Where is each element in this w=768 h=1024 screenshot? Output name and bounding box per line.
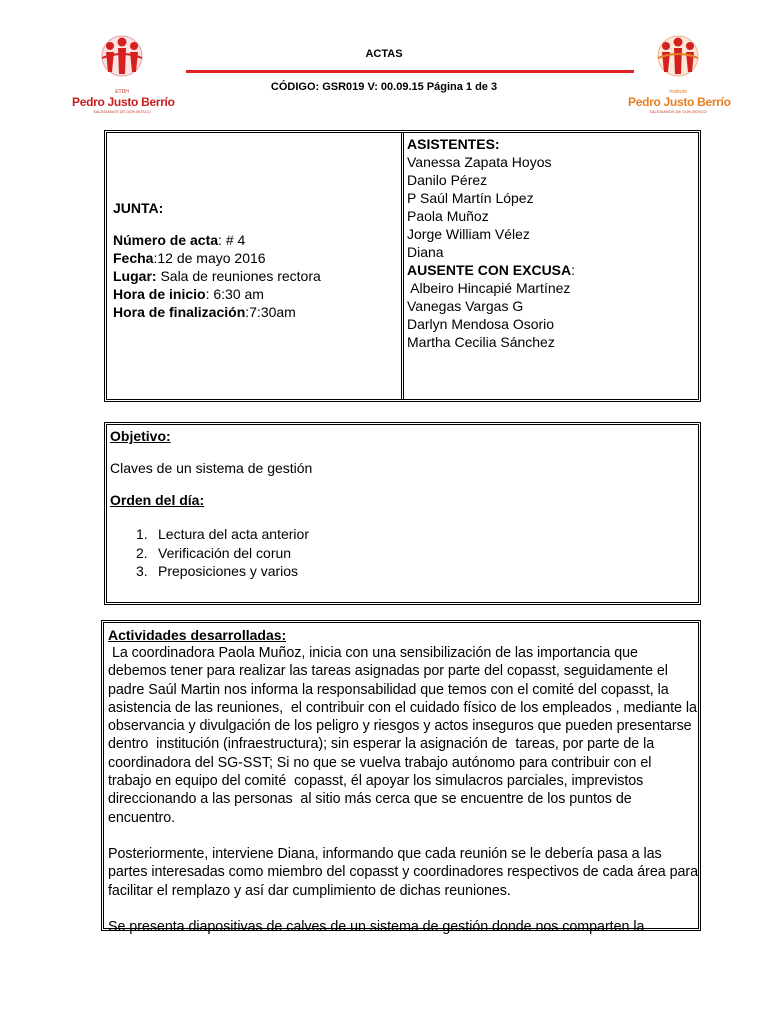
fecha-label: Fecha (113, 250, 154, 266)
objective-table (104, 422, 701, 605)
numero-acta-label: Número de acta (113, 232, 219, 248)
agenda-heading: Orden del día: (110, 492, 205, 508)
absent-name: Vanegas Vargas G (407, 298, 524, 314)
attendee-name: Vanessa Zapata Hoyos (407, 154, 552, 170)
logo-left-sub: SALESIANOS DE DON BOSCO (93, 109, 151, 114)
header-divider (186, 70, 634, 73)
numero-acta (113, 231, 399, 249)
attendees-heading: ASISTENTES: (407, 136, 500, 152)
spacer (108, 827, 698, 845)
numero-acta-value: : # 4 (218, 232, 246, 248)
document-code: CÓDIGO: GSR019 V: 00.09.15 Página 1 de 3 (270, 81, 498, 93)
objective-heading: Objetivo: (110, 428, 171, 444)
spacer (110, 445, 698, 459)
hora-inicio-label: Hora de inicio (113, 286, 206, 302)
attendee-name: Danilo Pérez (407, 172, 488, 188)
hora-inicio-value: : 6:30 am (205, 286, 264, 302)
lugar (113, 267, 399, 285)
agenda-number: 1. (136, 526, 148, 542)
agenda-text: Lectura del acta anterior (158, 526, 309, 542)
fecha (113, 249, 399, 267)
activities-heading: Actividades desarrolladas: (108, 627, 287, 643)
activities-paragraph: Posteriormente, interviene Diana, informando que cada reunión se le debería pasa a las partes interesadas como miembro del copasst y coordinadores respectivos de cada área para facilitar el remplazo y así dar cumplimiento de dichas reuniones. (108, 845, 698, 899)
agenda-text: Preposiciones y varios (158, 563, 299, 579)
lugar-value: Sala de reuniones rectora (156, 268, 321, 284)
list-item (136, 525, 698, 544)
activities-table (101, 620, 701, 935)
spacer (113, 217, 399, 231)
agenda-number: 3. (136, 563, 148, 579)
logo-left-brand: Pedro Justo Berrío (72, 95, 175, 109)
agenda-text: Verificación del corun (158, 544, 292, 561)
activities-section (108, 626, 701, 936)
objective-text: Claves de un sistema de gestión (110, 460, 313, 476)
activities-paragraph: La coordinadora Paola Muñoz, inicia con una sensibilización de las importancia que debemos tener para realizar las tareas asignadas por parte del copasst, seguidamente el padre Saúl Martin nos informa la responsabilidad que temos con el comité del copasst, la asistencia de las reuniones, el contribuir con el cuidado físico de los empleados , mediante la observancia y divulgación de los peligro y riesgos y actos inseguros que pueden presentarse dentro institución (infraestructura); sin esperar la asignación de tareas, por parte de la coordinadora del SG-SST; Si no que se vuelva trabajo autónomo para contribuir con el trabajo en equipo del comité copasst, él apoyar los simulacros parciales, imprevistos direccionando a las personas al sitio más cerca que se encuentre de los puntos de encuentro. (108, 645, 701, 826)
logo-right-sub: SALESIANOS DE DON BOSCO (649, 109, 707, 114)
absent-name: Darlyn Mendosa Osorio (407, 316, 555, 332)
junta-label: JUNTA: (113, 200, 164, 216)
logo-right-brand: Pedro Justo Berrío (628, 95, 731, 109)
spacer (110, 509, 698, 525)
absent-heading (407, 261, 697, 279)
spacer (108, 900, 698, 918)
absent-heading-colon: : (571, 262, 576, 278)
attendee-name: Jorge William Vélez (407, 226, 530, 242)
activities-paragraph: Se presenta diapositivas de calves de un sistema de gestión donde nos comparten la (108, 918, 645, 935)
logo-left (72, 32, 175, 114)
list-item (136, 544, 698, 563)
meeting-info-table (104, 130, 701, 402)
hora-inicio (113, 285, 399, 303)
logo-right-small: Instituto (669, 89, 687, 95)
agenda-number: 2. (136, 544, 148, 561)
attendees-section (407, 135, 697, 351)
document-title: ACTAS (365, 48, 403, 60)
logo-right (628, 32, 731, 114)
hora-fin-label: Hora de finalización (113, 304, 246, 320)
attendee-name: Paola Muñoz (407, 208, 489, 224)
attendee-name: Diana (407, 244, 444, 260)
lugar-label: Lugar: (113, 268, 157, 284)
attendee-name: P Saúl Martín López (407, 190, 534, 206)
column-divider (401, 133, 404, 399)
objective-section (110, 427, 698, 581)
agenda-list (110, 525, 698, 581)
meeting-details (113, 199, 399, 321)
absent-heading-label: AUSENTE CON EXCUSA (407, 262, 572, 278)
logo-left-small: ETDH (115, 89, 129, 95)
absent-name: Martha Cecilia Sánchez (407, 334, 555, 350)
hora-fin (113, 303, 399, 321)
spacer (110, 477, 698, 491)
fecha-value: :12 de mayo 2016 (153, 250, 266, 266)
absent-name: Albeiro Hincapié Martínez (407, 280, 571, 296)
list-item (136, 562, 698, 581)
hora-fin-value: :7:30am (245, 304, 296, 320)
